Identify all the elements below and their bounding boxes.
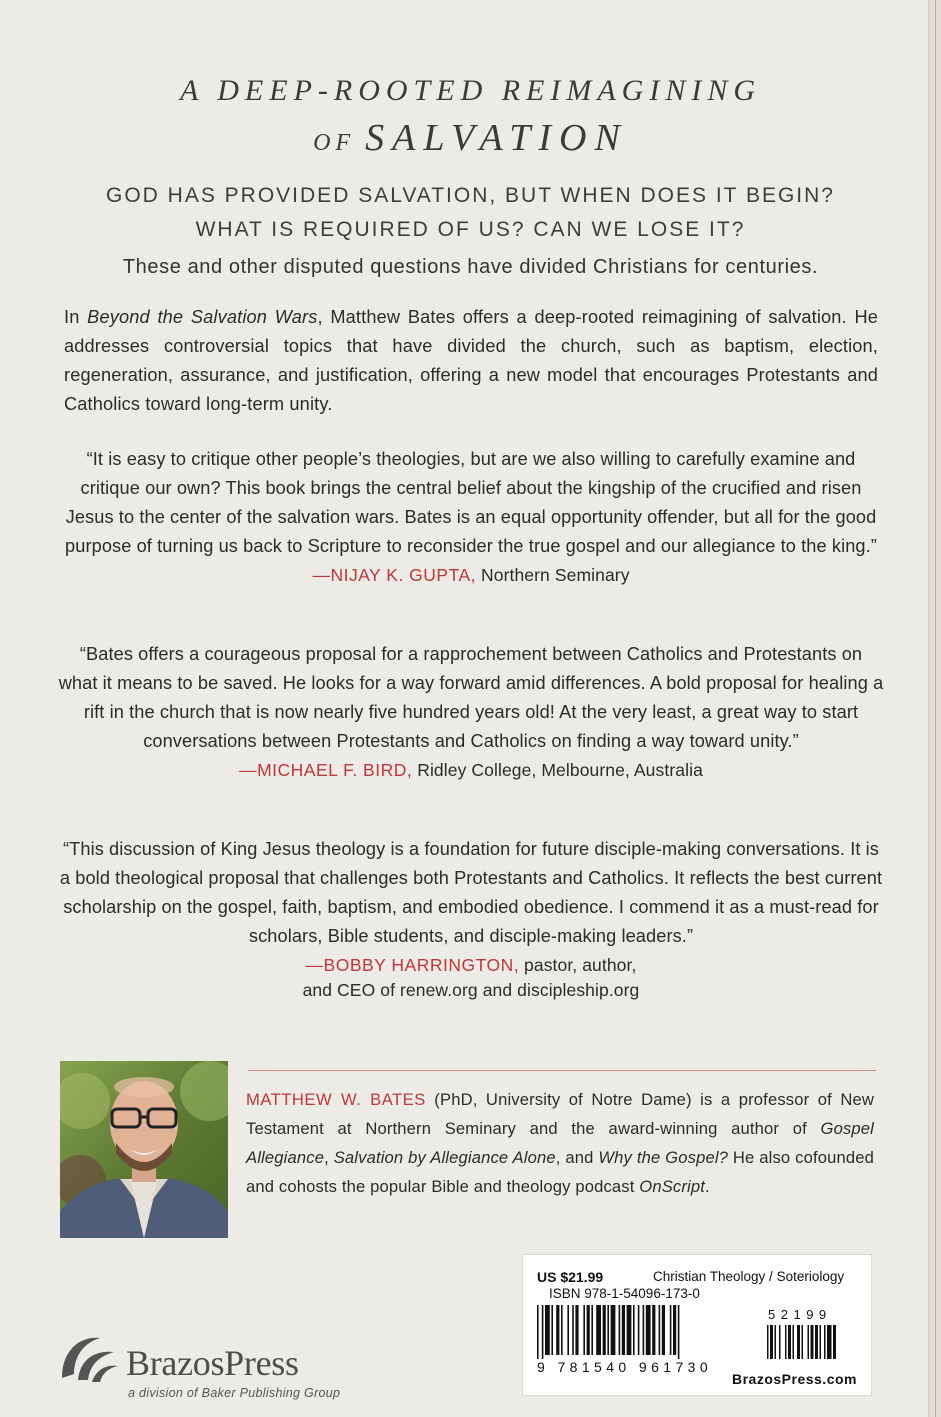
isbn-label: ISBN 978-1-54096-173-0 [549,1286,700,1301]
bio-end: . [705,1177,710,1196]
cover-spine-edge [928,0,941,1417]
endorsement-gupta [58,445,884,588]
endorser-name: —NIJAY K. GUPTA, [312,565,477,585]
question-line-2: WHAT IS REQUIRED OF US? CAN WE LOSE IT? [195,218,746,241]
intro-in: In [64,307,80,327]
bio-text-1: (PhD, University of Notre Dame) is a professor of New Testament at Northern Seminary and the award-winning author of [246,1090,874,1138]
publisher-name: BrazosPress [126,1343,299,1383]
barcode-icon [537,1305,859,1359]
bio-text-2: He also cofounded and cohosts the popular Bible and theology podcast [246,1148,875,1196]
book-title: Beyond the Salvation Wars [87,307,318,327]
question-subline: These and other disputed questions have divided Christians for centuries. [122,256,819,278]
endorsement-quote: “This discussion of King Jesus theology is a foundation for future disciple-making conversations. It is a bold theological proposal that challenges both Protestants and Catholics. It reflects the best current scholarship on the gospel, faith, baptism, and embodied obedience. I commend it as a must-read for scholars, Bible students, and disciple-making leaders.” [59,839,883,946]
endorsement-bird [58,640,884,783]
brazos-swirl-icon [56,1330,122,1386]
endorser-name: —MICHAEL F. BIRD, [239,760,413,780]
author-bio [246,1085,874,1201]
endorsement-quote: “Bates offers a courageous proposal for a rapprochement between Catholics and Protestants on what it means to be saved. He looks for a way forward amid differences. A bold proposal for healing a rift in the church that is now nearly five hundred years old! At the very least, a great way to start conversations between Protestants and Catholics on finding a way toward unity.” [58,644,884,751]
author-photo [60,1061,228,1238]
heading-of: OF [313,130,356,156]
endorsement-attribution [58,953,884,1003]
category-label: Christian Theology / Soteriology [653,1269,845,1284]
bio-sep-1: , [324,1148,334,1167]
publisher-subtitle: a division of Baker Publishing Group [128,1386,341,1400]
book-description [64,303,878,419]
endorser-affiliation: Ridley College, Melbourne, Australia [417,760,703,780]
publisher-logo [56,1330,376,1400]
endorsement-attribution [58,563,884,588]
book-salvation-by-allegiance: Salvation by Allegiance Alone [333,1148,556,1167]
book-why-the-gospel: Why the Gospel? [598,1148,729,1167]
publisher-website: BrazosPress.com [731,1371,857,1387]
endorser-name: —BOBBY HARRINGTON, [305,955,520,975]
barcode-label [522,1254,872,1396]
endorsement-quote: “It is easy to critique other people’s theologies, but are we also willing to carefully examine and critique our own? This book brings the central belief about the kingship of the crucified and risen Jesus to the center of the salvation wars. Bates is an equal opportunity offender, but all for the good purpose of turning us back to Scripture to reconsider the true gospel and our allegiance to the king.” [65,449,877,556]
price-label: US $21.99 [537,1269,604,1285]
endorser-affiliation: Northern Seminary [481,565,630,585]
question-line-1: GOD HAS PROVIDED SALVATION, BUT WHEN DOES IT BEGIN? [105,184,835,207]
bio-sep-2: , and [555,1148,599,1167]
endorser-affiliation-line2: and CEO of renew.org and discipleship.org [302,980,640,1000]
author-name: MATTHEW W. BATES [246,1090,426,1109]
podcast-name: OnScript [639,1177,706,1196]
divider-rule [248,1070,876,1071]
intro-text: , Matthew Bates offers a deep-rooted reimagining of salvation. He addresses controversial topics that have divided the church, such as baptism, election, regeneration, assurance, and justification, offering a new model that encourages Protestants and Catholics toward long-term unity. [64,307,879,414]
book-gospel-allegiance: Gospel Allegiance [246,1119,874,1167]
cover-heading-line2 [0,116,941,160]
price-addon-digits: 52199 [768,1307,832,1322]
endorsement-harrington [58,835,884,1003]
endorsement-attribution [58,758,884,783]
heading-salvation: SALVATION [365,117,628,159]
barcode-digits: 9 781540 961730 [537,1359,712,1375]
endorser-affiliation: pastor, author, [524,955,637,975]
cover-heading-line1: A DEEP-ROOTED REIMAGINING [179,74,762,107]
